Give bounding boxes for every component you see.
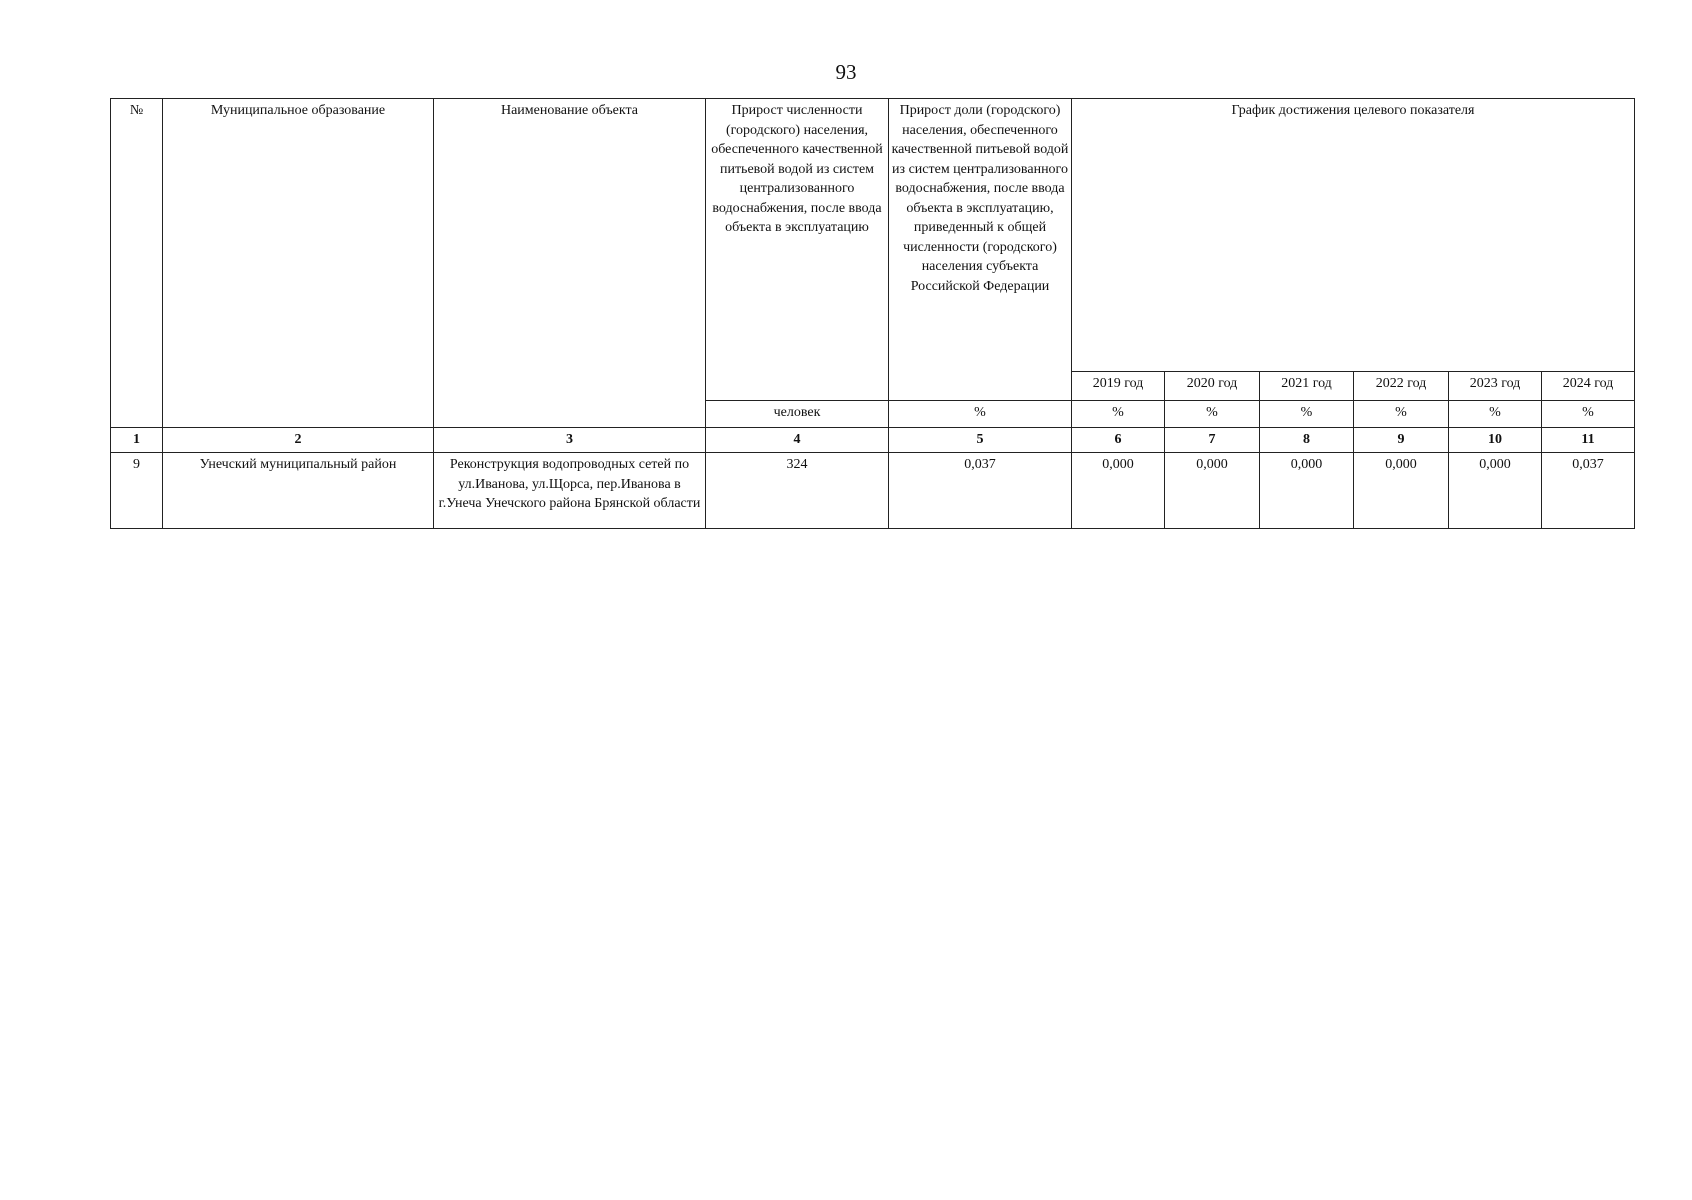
row-year-2021: 0,000 (1260, 453, 1354, 529)
row-year-2020: 0,000 (1165, 453, 1260, 529)
year-2022: 2022 год (1354, 372, 1449, 401)
column-number: 1 (111, 428, 163, 453)
year-2024: 2024 год (1542, 372, 1635, 401)
row-year-2022: 0,000 (1354, 453, 1449, 529)
unit-year-2022: % (1354, 401, 1449, 428)
unit-year-2023: % (1449, 401, 1542, 428)
row-object: Реконструкция водопроводных сетей по ул.Иванова, ул.Щорса, пер.Иванова в г.Унеча Унечского района Брянской области (434, 453, 706, 529)
row-share-growth: 0,037 (889, 453, 1072, 529)
year-2020: 2020 год (1165, 372, 1260, 401)
column-number: 9 (1354, 428, 1449, 453)
target-indicator-table (110, 98, 1635, 529)
unit-year-2021: % (1260, 401, 1354, 428)
header-share-growth: Прирост доли (городского) населения, обеспеченного качественной питьевой водой из систем централизованного водоснабжения, после ввода объекта в эксплуатацию, приведенный к общей численности (городского) населения субъекта Российской Федерации (889, 99, 1072, 401)
row-population-growth: 324 (706, 453, 889, 529)
column-number-row (111, 428, 1635, 453)
table-row (111, 453, 1635, 529)
header-object: Наименование объекта (434, 99, 706, 428)
row-year-2019: 0,000 (1072, 453, 1165, 529)
unit-population: человек (706, 401, 889, 428)
unit-year-2020: % (1165, 401, 1260, 428)
header-population-growth: Прирост численности (городского) населения, обеспеченного качественной питьевой водой из систем централизованного водоснабжения, после ввода объекта в эксплуатацию (706, 99, 889, 401)
year-2019: 2019 год (1072, 372, 1165, 401)
page-number: 93 (835, 60, 857, 84)
column-number: 10 (1449, 428, 1542, 453)
year-2023: 2023 год (1449, 372, 1542, 401)
header-schedule: График достижения целевого показателя (1072, 99, 1635, 372)
column-number: 7 (1165, 428, 1260, 453)
row-num: 9 (111, 453, 163, 529)
row-municipality: Унечский муниципальный район (163, 453, 434, 529)
row-year-2023: 0,000 (1449, 453, 1542, 529)
header-num: № (111, 99, 163, 428)
year-2021: 2021 год (1260, 372, 1354, 401)
column-number: 2 (163, 428, 434, 453)
unit-year-2024: % (1542, 401, 1635, 428)
header-row (111, 99, 1635, 372)
unit-year-2019: % (1072, 401, 1165, 428)
column-number: 11 (1542, 428, 1635, 453)
column-number: 6 (1072, 428, 1165, 453)
column-number: 4 (706, 428, 889, 453)
column-number: 3 (434, 428, 706, 453)
row-year-2024: 0,037 (1542, 453, 1635, 529)
column-number: 8 (1260, 428, 1354, 453)
unit-share: % (889, 401, 1072, 428)
column-number: 5 (889, 428, 1072, 453)
header-municipality: Муниципальное образование (163, 99, 434, 428)
